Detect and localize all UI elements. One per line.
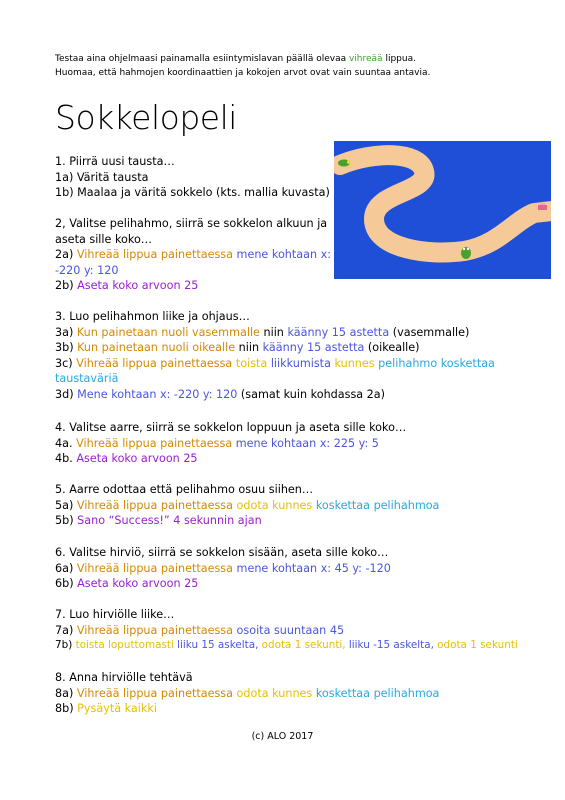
step-number: 2a) [55, 248, 74, 261]
event-block-text: Vihreää lippua painettaessa [73, 561, 233, 575]
step-8b [55, 701, 475, 717]
section-4-heading: 4. Valitse aarre, siirrä se sokkelon loppuun ja aseta sille koko… [55, 421, 407, 434]
step-number: 5a) [55, 498, 74, 512]
section-2-heading-1: 2, Valitse pelihahmo, siirrä se sokkelon alkuun ja [55, 217, 328, 230]
section-5-heading: 5. Aarre odottaa että pelihahmo osuu siihen… [55, 483, 314, 496]
control-block-text: Pysäytä kaikki [73, 702, 157, 715]
page-title: Sokkelopeli [55, 98, 237, 137]
section-7 [55, 607, 518, 654]
section-5 [55, 482, 475, 529]
motion-block-text: käänny 15 astetta [262, 341, 365, 354]
intro-line-2: Huomaa, että hahmojen koordinaattien ja kokojen arvot ovat vain suuntaa antavia. [55, 68, 431, 78]
intro-text-end: lippua. [382, 54, 416, 64]
step-1a: 1a) Väritä tausta [55, 170, 149, 184]
step-3a [55, 325, 475, 341]
event-block-text: Vihreää lippua painettaessa [73, 248, 233, 261]
step-number: 7b) [55, 639, 73, 651]
step-3c-continued: taustaväriä [55, 372, 119, 385]
step-3c [55, 356, 495, 372]
section-1 [55, 154, 475, 201]
step-6b [55, 576, 475, 592]
motion-block-text: mene kohtaan x: 225 y: 5 [232, 436, 379, 450]
intro-text: Testaa aina ohjelmaasi painamalla esiintymislavan päällä olevaa [55, 54, 349, 64]
section-1-heading: 1. Piirrä uusi tausta… [55, 155, 175, 168]
step-3b [55, 340, 475, 356]
section-3-heading: 3. Luo pelihahmon liike ja ohjaus… [55, 310, 250, 323]
looks-block-text: Sano “Success!” 4 sekunnin ajan [73, 514, 262, 527]
event-block-text: Kun painetaan nuoli oikealle [73, 341, 236, 354]
section-3 [55, 309, 495, 402]
connector-text: niin [235, 341, 263, 354]
step-2a-continued: -220 y: 120 [55, 263, 119, 277]
event-block-text: Vihreää lippua painettaessa [73, 498, 233, 512]
motion-block-text: käänny 15 astetta [287, 325, 390, 339]
note-text: (oikealle) [364, 341, 420, 354]
looks-block-text: Aseta koko arvoon 25 [72, 452, 198, 465]
sensing-block-text: koskettaa pelihahmoa [312, 686, 440, 700]
motion-block-text: Mene kohtaan x: -220 y: 120 [73, 387, 238, 401]
step-number: 3c) [55, 356, 73, 370]
step-number: 3d) [55, 387, 74, 401]
step-4a [55, 436, 475, 452]
step-number: 5b) [55, 514, 74, 527]
event-block-text: Vihreää lippua painettaessa [73, 686, 233, 700]
motion-block-text: liikkumista [267, 356, 331, 370]
looks-block-text: Aseta koko arvoon 25 [73, 279, 199, 292]
step-number: 7a) [55, 623, 74, 637]
section-8 [55, 670, 475, 717]
note-text: (samat kuin kohdassa 2a) [237, 387, 386, 401]
step-7b [55, 638, 518, 654]
control-block-text: odota kunnes [233, 686, 313, 700]
control-block-text-3: odota 1 sekunti [433, 639, 518, 651]
step-6a [55, 561, 475, 577]
intro-green-word: vihreää [348, 54, 383, 64]
copyright-footer: (c) ALO 2017 [251, 731, 314, 742]
step-number: 2b) [55, 279, 74, 292]
step-7a [55, 623, 475, 639]
looks-block-text: Aseta koko arvoon 25 [73, 577, 199, 590]
step-2b [55, 278, 475, 294]
step-5a [55, 498, 475, 514]
step-number: 8a) [55, 686, 74, 700]
event-block-text: Vihreää lippua painettaessa [72, 436, 233, 450]
section-4 [55, 420, 475, 467]
step-8a [55, 686, 475, 702]
control-block-text: toista [232, 356, 268, 370]
motion-block-text-2: liiku -15 askelta, [345, 639, 434, 651]
step-number: 4b. [55, 452, 73, 465]
step-2a [55, 247, 475, 263]
step-number: 8b) [55, 702, 74, 715]
motion-block-text: liiku 15 askelta, [173, 639, 259, 651]
section-7-heading: 7. Luo hirviölle liike… [55, 608, 175, 621]
step-4b [55, 451, 475, 467]
step-5b [55, 513, 475, 529]
section-8-heading: 8. Anna hirviölle tehtävä [55, 671, 193, 684]
control-block-text: odota kunnes [233, 498, 313, 512]
control-block-text-2: kunnes [330, 356, 375, 370]
step-number: 3a) [55, 325, 74, 339]
section-6 [55, 545, 475, 592]
step-1b: 1b) Maalaa ja väritä sokkelo (kts. mallia kuvasta) [55, 186, 330, 199]
sensing-block-text: pelihahmo koskettaa [374, 356, 495, 370]
motion-block-text: osoita suuntaan 45 [233, 623, 345, 637]
event-block-text: Kun painetaan nuoli vasemmalle [73, 325, 260, 339]
control-block-text-2: odota 1 sekunti, [258, 639, 346, 651]
control-block-text: toista loputtomasti [72, 639, 174, 651]
step-number: 6b) [55, 577, 74, 590]
step-number: 6a) [55, 561, 74, 575]
motion-block-text: mene kohtaan x: 45 y: -120 [233, 561, 391, 575]
section-6-heading: 6. Valitse hirviö, siirrä se sokkelon sisään, aseta sille koko… [55, 546, 389, 559]
step-3d [55, 387, 475, 403]
connector-text: niin [259, 325, 288, 339]
event-block-text: Vihreää lippua painettaessa [73, 623, 233, 637]
intro-line-1 [55, 53, 416, 66]
sensing-block-text: koskettaa pelihahmoa [312, 498, 440, 512]
note-text: (vasemmalle) [389, 325, 470, 339]
event-block-text: Vihreää lippua painettaessa [72, 356, 233, 370]
section-2-heading-2: aseta sille koko… [55, 232, 152, 246]
section-2 [55, 216, 475, 294]
step-number: 4a. [55, 436, 73, 450]
step-number: 3b) [55, 341, 74, 354]
motion-block-text: mene kohtaan x: [233, 248, 332, 261]
